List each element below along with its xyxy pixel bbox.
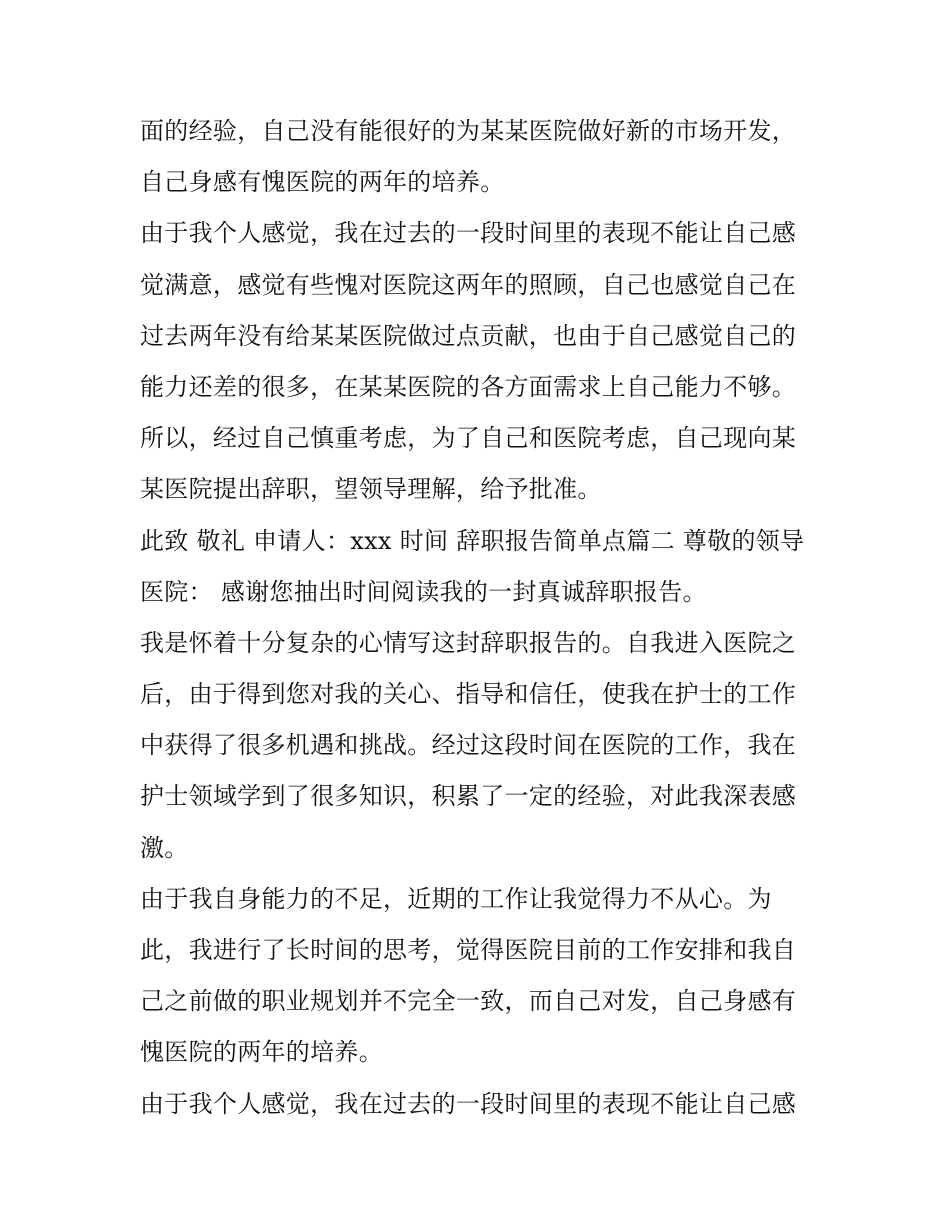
- text-line: 由于我个人感觉，我在过去的一段时间里的表现不能让自己感: [140, 1089, 797, 1118]
- text-line: 某医院提出辞职，望领导理解，给予批准。: [140, 475, 602, 504]
- text-line: 此，我进行了长时间的思考，觉得医院目前的工作安排和我自: [140, 936, 797, 964]
- text-line: 由于我个人感觉，我在过去的一段时间里的表现不能让自己感: [140, 219, 797, 248]
- text-line: 能力还差的很多，在某某医院的各方面需求上自己能力不够。: [140, 372, 797, 401]
- text-line: 自己身感有愧医院的两年的培养。: [140, 168, 505, 197]
- text-line: 我是怀着十分复杂的心情写这封辞职报告的。自我进入医院之: [140, 628, 797, 657]
- text-line: 医院： 感谢您抽出时间阅读我的一封真诚辞职报告。: [140, 577, 707, 606]
- text-line: 由于我自身能力的不足，近期的工作让我觉得力不从心。为: [140, 884, 772, 913]
- text-line: 护士领域学到了很多知识，积累了一定的经验，对此我深表感: [140, 782, 797, 811]
- document-body: [140, 106, 820, 1130]
- text-line: 中获得了很多机遇和挑战。经过这段时间在医院的工作，我在: [140, 731, 797, 760]
- text-line: 激。: [140, 833, 189, 862]
- text-line: 面的经验，自己没有能很好的为某某医院做好新的市场开发，: [140, 117, 797, 145]
- text-line: 此致 敬礼 申请人：xxx 时间 辞职报告简单点篇二 尊敬的领导: [140, 526, 805, 555]
- text-line: 所以，经过自己慎重考虑，为了自己和医院考虑，自己现向某: [140, 424, 797, 453]
- text-line: 己之前做的职业规划并不完全一致，而自己对发，自己身感有: [140, 987, 797, 1016]
- text-line: 愧医院的两年的培养。: [140, 1038, 383, 1067]
- text-line: 过去两年没有给某某医院做过点贡献，也由于自己感觉自己的: [140, 321, 797, 350]
- text-line: 觉满意，感觉有些愧对医院这两年的照顾，自己也感觉自己在: [140, 270, 797, 299]
- text-line: 后，由于得到您对我的关心、指导和信任，使我在护士的工作: [140, 680, 797, 709]
